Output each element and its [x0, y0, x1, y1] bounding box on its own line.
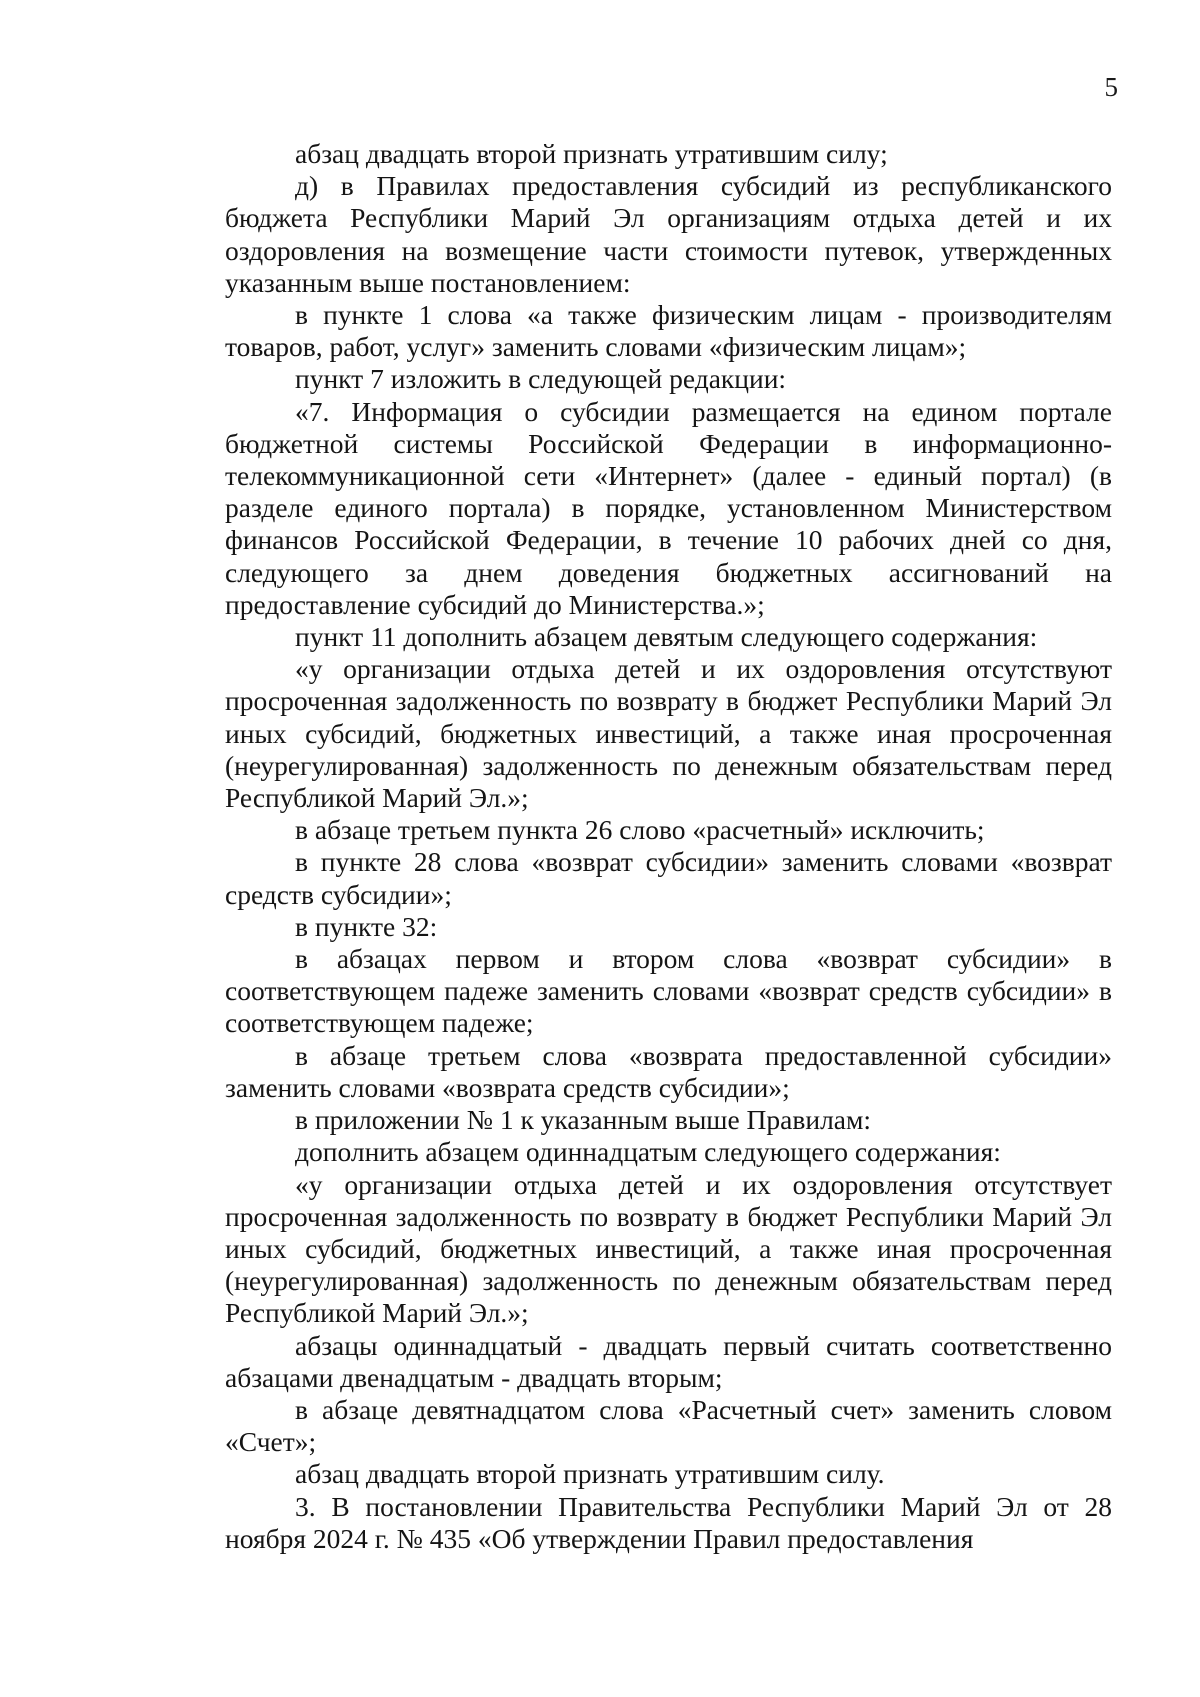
- paragraph: в абзаце третьем пункта 26 слово «расчетный» исключить;: [295, 814, 985, 846]
- paragraph: д) в Правилах предоставления субсидий из республиканского бюджета Республики Марий Эл организациям отдыха детей и их оздоровления на возмещение части стоимости путевок, утвержденных указанным выше постановлением:: [225, 170, 1112, 298]
- paragraph: абзац двадцать второй признать утратившим силу;: [295, 138, 888, 169]
- paragraph: абзац двадцать второй признать утратившим силу.: [295, 1458, 885, 1490]
- paragraph: пункт 11 дополнить абзацем девятым следующего содержания:: [295, 621, 1038, 653]
- paragraph: в абзаце третьем слова «возврата предоставленной субсидии» заменить словами «возврата средств субсидии»;: [225, 1039, 1112, 1103]
- paragraph: в пункте 1 слова «а также физическим лицам - производителям товаров, работ, услуг» заменить словами «физическим лицам»;: [225, 299, 1112, 363]
- paragraph: в абзацах первом и втором слова «возврат субсидии» в соответствующем падеже заменить словами «возврат средств субсидии» в соответствующем падеже;: [225, 943, 1112, 1039]
- paragraph: дополнить абзацем одиннадцатым следующего содержания:: [295, 1136, 1001, 1168]
- paragraph: «у организации отдыха детей и их оздоровления отсутствуют просроченная задолженность по возврату в бюджет Республики Марий Эл иных субсидий, бюджетных инвестиций, а также иная просроченная (неурегулированная) задолженность по денежным обязательствам перед Республикой Марий Эл.»;: [225, 653, 1112, 814]
- document-body: [225, 138, 1112, 1555]
- paragraph: «у организации отдыха детей и их оздоровления отсутствует просроченная задолженность по возврату в бюджет Республики Марий Эл иных субсидий, бюджетных инвестиций, а также иная просроченная (неурегулированная) задолженность по денежным обязательствам перед Республикой Марий Эл.»;: [225, 1168, 1112, 1329]
- paragraph: «7. Информация о субсидии размещается на едином портале бюджетной системы Российской Федерации в информационно-телекоммуникационной сети «Интернет» (далее - единый портал) (в разделе единого портала) в порядке, установленном Министерством финансов Российской Федерации, в течение 10 рабочих дней со дня, следующего за днем доведения бюджетных ассигнований на предоставление субсидий до Министерства.»;: [225, 395, 1112, 620]
- paragraph: в пункте 32:: [295, 910, 438, 942]
- paragraph: в приложении № 1 к указанным выше Правилам:: [295, 1104, 872, 1136]
- paragraph: в пункте 28 слова «возврат субсидии» заменить словами «возврат средств субсидии»;: [225, 846, 1112, 910]
- paragraph: пункт 7 изложить в следующей редакции:: [295, 363, 787, 395]
- paragraph: абзацы одиннадцатый - двадцать первый считать соответственно абзацами двенадцатым - двадцать вторым;: [225, 1329, 1112, 1393]
- paragraph: в абзаце девятнадцатом слова «Расчетный счет» заменить словом «Счет»;: [225, 1393, 1112, 1458]
- paragraph: 3. В постановлении Правительства Республики Марий Эл от 28 ноября 2024 г. № 435 «Об утверждении Правил предоставления: [225, 1490, 1112, 1554]
- page-number: 5: [1104, 72, 1118, 102]
